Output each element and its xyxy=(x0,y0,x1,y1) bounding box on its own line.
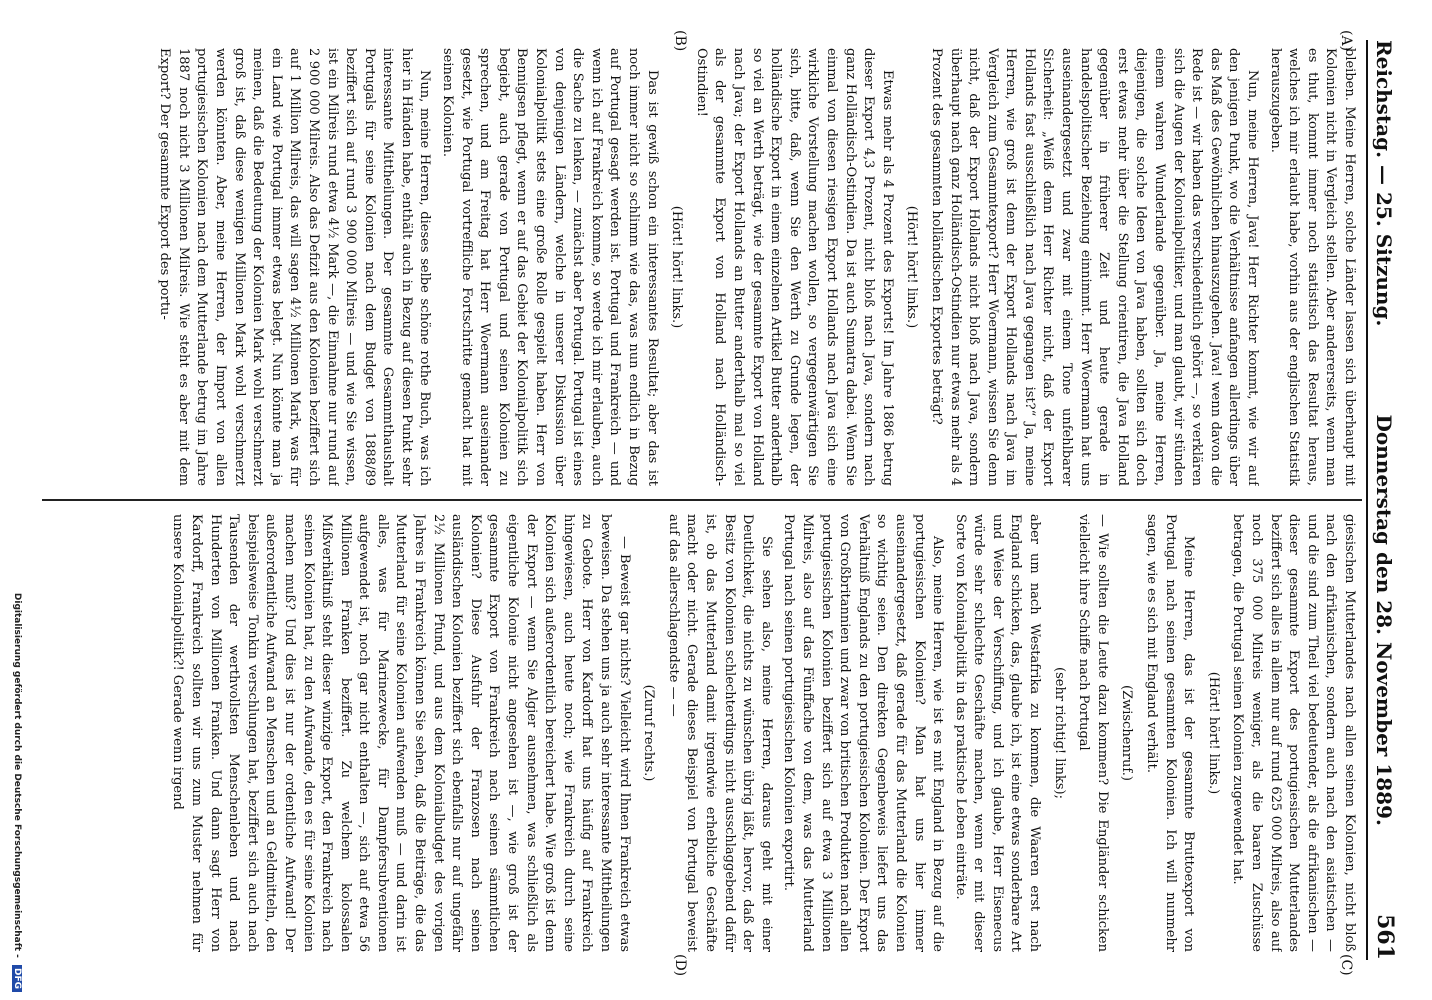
interjection: (sehr richtig! links); xyxy=(1051,667,1067,799)
paragraph: giesischen Mutterlandes nach allen seinen Kolonien, nicht bloß nach den afrikanischen, sondern auch nach den asiatischen — und die sind zum Theil viel bedeutender, als die afrikanischen — dieser gesammte Export des portugiesischen Mutterlandes beziffert sich alles in allem nur auf rund 625 000 Milreis, also auf noch 375 000 Milreis weniger, als die baaren Zuschüsse betragen, die Portugal seinen Kolonien zugewendet hat. xyxy=(1230,514,1357,952)
header-date: Donnerstag den 28. November 1889. xyxy=(1372,414,1396,826)
paragraph: Das ist gewiß schon ein interessantes Resultat; aber das ist noch immer nicht so schlimm wie das, was nun endlich in Bezug auf Portugal gesagt werden ist. Portugal und Frankreich — und wenn ich auf Frankreich komme, so werde ich mir erlauben, auch die Sache zu lenken, — zunächst aber Portugal. Portugal ist eines von denjenigen Ländern, welche in unserer Diskussion über Kolonialpolitik stets eine große Rolle gespielt haben. Herr von Bennigsen pflegt, wenn er auf das Gebiet der Kolonialpolitik sich begiebt, auch gerade von Portugal und seinen Kolonien zu sprechen, und am Freitag hat Herr Woermann auseinander gesetzt, wie Portugal vortreffliche Fortschritte gemacht hat mit seinen Kolonien. xyxy=(440,48,660,486)
paragraph: bleiben. Meine Herren, solche Länder lassen sich überhaupt mit Kolonien nicht in Vergleich stellen. Aber andererseits, wenn man es thut, kommt immer noch statistisch das Resultat heraus, welches ich mir erlaubt habe, vorhin aus der englischen Statistik herauszugeben. xyxy=(1267,48,1357,486)
paragraph: Meine Herren, das ist der gesammte Bruttoexport von Portugal nach seinen gesammten Kolonien. Ich will nunmehr sagen, wie es sich mit England verhält. xyxy=(1144,514,1197,952)
paragraph: Etwas mehr als 4 Prozent des Exports! Im Jahre 1886 betrug dieser Export 4,3 Prozent, nicht bloß nach Java, sondern nach ganz Holländisch-Ostindien. Da ist auch Sumatra dabei. Wenn Sie einmal von diesen riesigen Export Hollands nach Java sich eine wirkliche Vorstellung machen wollen, so vergegenwärtigen Sie sich, bitte, daß, wenn Sie den Werth zu Grunde legen, der holländische Export in einem einzelnen Artikel Butter anderthalb so viel an Werth beträgt, wie der gesammte Export von Holland nach Java; der Export Hollands an Butter anderthalb mal so viel als der gesammte Export von Holland nach Holländisch-Ostindien! xyxy=(693,48,895,486)
paragraph: Nun, meine Herren, dieses selbe schöne rothe Buch, was ich hier in Händen habe, enthält auch in Bezug auf diesen Punkt sehr interessante Mittheilungen. Der gesammte Gesammthaushalt Portugals für seine Kolonien nach dem Budget von 1888/89 beziffert sich auf rund 3 900 000 Milreis — und wie Sie wissen, ist ein Milreis rund etwa 4½ Mark —, die Einnahme nur rund auf 2 900 000 Milreis. Also das Defizit aus den Kolonien beziffert sich auf 1 Million Milreis, das will sagen 4½ Millionen Mark, was für ein Land wie Portugal immer etwas belegt. Nun könnte man ja meinen, daß die Bedeutung der Kolonien Mark wohl verschmerzt groß ist, daß diese wenigen Millionen Mark wohl verschmerzt werden könnten. Aber, meine Herren, der Import von allen portugiesischen Kolonien nach dem Mutterlande betrug im Jahre 1887 noch nicht 3 Millionen Milreis. Wie steht es aber mit dem Export? Der gesammte Export des portu- xyxy=(157,48,433,486)
page-header xyxy=(1366,40,1412,960)
interjection: (Hört! hört! links.) xyxy=(904,205,920,329)
paragraph: — Wie sollten die Leute dazu kommen? Die Engländer schicken vielleicht ihre Schiffe nach Portugal xyxy=(1076,514,1110,952)
header-title: Reichstag. — 25. Sitzung. xyxy=(1372,40,1396,327)
paragraph: Sie sehen also, meine Herren, daraus geht mit einer Deutlichkeit, die nichts zu wünschen übrig läßt, hervor, daß der Besitz von Kolonien schlechterdings nicht ausschlaggebend dafür ist, ob das Mutterland damit irgendwie erhebliche Geschäfte macht oder nicht. Gerade dieses Beispiel von Portugal beweist auf das allerschlagendste — — xyxy=(665,514,774,952)
column-divider xyxy=(42,499,1362,501)
interjection: (Zuruf rechts.) xyxy=(641,684,657,782)
credit-text: Digitalisierung gefördert durch die Deutsche Forschungsgemeinschaft - xyxy=(12,592,22,958)
dfg-logo: DFG xyxy=(12,965,22,992)
left-column xyxy=(38,48,1358,486)
digitization-credit xyxy=(0,0,22,1000)
right-column xyxy=(38,514,1358,952)
interjection: (Hört! hört! links.) xyxy=(1205,671,1221,795)
margin-marker-d: (D) xyxy=(672,954,688,977)
margin-marker-b: (B) xyxy=(672,30,688,52)
paragraph: Also, meine Herren, wie ist es mit England in Bezug auf die portugiesischen Kolonien? Man hat uns hier immer auseinandergesetzt, daß gerade für das Mutterland die Kolonien so wichtig seien. Den direkten Gegenbeweis liefert uns das Verhältniß Englands zu den portugiesischen Kolonien. Der Export von Großbritannien und zwar von britischen Produkten nach allen portugiesischen Kolonien beziffert sich auf etwa 3 Millionen Milreis, also auf das Fünffache von dem, was das Mutterland Portugal nach seinen portugiesischen Kolonien exportirt. xyxy=(781,514,946,952)
page-number: 561 xyxy=(1372,914,1398,960)
interjection: (Zwischenruf.) xyxy=(1119,685,1135,781)
margin-marker-a: (A) xyxy=(1338,30,1354,52)
paragraph: — Beweist gar nichts? Vielleicht wird Ihnen Frankreich etwas beweisen. Da stehen uns ja auch sehr interessante Mittheilungen zu Gebote. Herr von Kardorff hat uns häufig auf Frankreich hingewiesen, auch heute noch; wie Frankreich durch seine Kolonien sich außerordentlich bereichert habe. Wie groß ist denn der Export — wenn Sie Algier ausnehmen, was schließlich als eigentliche Kolonie nicht angesehen ist —, wie groß ist der gesammte Export von Frankreich nach seinen sämmtlichen Kolonien? Diese Ausfuhr der Franzosen nach seinen ausländischen Kolonien beziffert sich ebenfalls nur auf ungefähr 2½ Millionen Pfund, und aus dem Kolonialbudget des vorigen Jahres in Frankreich können Sie sehen, daß die Beiträge, die das Mutterland für seine Kolonien aufwenden muß — und darin ist alles, was für Marinezwecke, für Dampfersubventionen aufgewendet ist, noch gar nicht enthalten —, sich auf etwa 56 Millionen Franken beziffert. Zu welchem kolossalen Mißverhältniß steht dieser winzige Export, den Frankreich nach seinen Kolonien hat, zu den Aufwande, den es für seine Kolonien machen muß? Und dies ist nur der ordentliche Aufwand! Der außerordentliche Aufwand an Menschen und an Geldmitteln, den beispielsweise Tonkin verschlungen hat, beziffert sich auch nach Tausenden der werthvollsten Menschenleben und nach Hunderten von Millionen Franken. Und dann sagt Herr von Kardorff, Frankreich sollten wir uns zum Muster nehmen für unsere Kolonialpolitik?! Gerade wenn irgend xyxy=(170,514,632,952)
margin-marker-c: (C) xyxy=(1338,954,1354,976)
interjection: (Hört! hört! links.) xyxy=(669,205,685,329)
paragraph: Nun, meine Herren, Java! Herr Richter kommt, wie wir auf den jenigen Punkt, wo die Verhältnisse anfangen allerdings über das Maß des Gewöhnlichen hinauszugehen. Java! wenn davon die Rede ist — wir haben das verschiedentlich gehört —, so verklären sich die Augen der Kolonialpolitiker, und man glaubt, wir stünden einem wahren Wunderlande gegenüber. Ja, meine Herren, diejenigen, die solche Ideen von Java haben, sollten sich doch erst etwas mehr über die Stellung orientiren, die Java Holland gegenüber in früherer Zeit und heute gerade in handelspolitischer Beziehung einnimmt. Herr Woermann hat uns auseinandergesetzt und zwar mit einem Tone unfehlbarer Sicherheit: „Weiß denn Herr Richter nicht, daß der Export Hollands fast ausschließlich nach Java gegangen ist?“ Ja, meine Herren, wie groß ist denn der Export Hollands nach Java im Vergleich zum Gesammtexport? Herr Woermann, wissen Sie denn nicht, daß der Export Hollands nicht bloß nach Java, sondern überhaupt nach ganz Holländisch-Ostindien nur etwas mehr als 4 Prozent des gesammten holländischen Exportes beträgt? xyxy=(928,48,1261,486)
paragraph: aber um nach Westafrika zu kommen, die Waaren erst nach England schicken, das, glaube ich, ist eine etwas sonderbare Art und Weise der Verschiffung, und ich glaube, Herr Eisenecus würde sehr schlechte Geschäfte machen, wenn er mit dieser Sorte von Kolonialpolitik in das praktische Leben einträte. xyxy=(952,514,1043,952)
